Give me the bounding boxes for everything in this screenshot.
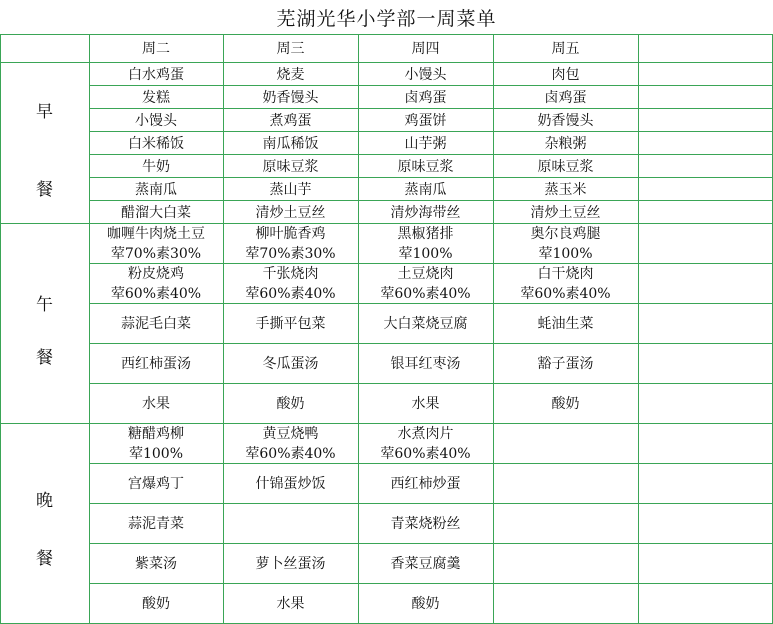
lunch-item: 酸奶 — [276, 396, 305, 412]
breakfast-item: 蒸玉米 — [544, 181, 587, 198]
grid-hline — [89, 177, 773, 178]
grid-hline — [89, 543, 773, 544]
breakfast-item: 发糕 — [142, 89, 170, 106]
dish-name: 糖醋鸡柳 — [128, 426, 184, 442]
breakfast-item: 南瓜稀饭 — [262, 135, 319, 152]
day-header: 周三 — [276, 41, 305, 57]
breakfast-item: 杂粮粥 — [544, 135, 587, 152]
meat-veg-ratio: 荤70%素30% — [245, 246, 336, 262]
breakfast-item: 卤鸡蛋 — [404, 89, 447, 106]
grid-hline — [89, 343, 773, 344]
dish-name: 水煮肉片 — [397, 426, 454, 442]
breakfast-item: 蒸南瓜 — [404, 181, 447, 198]
dinner-item: 香菜豆腐羹 — [390, 556, 461, 572]
dinner-item: 紫菜汤 — [135, 556, 177, 572]
grid-hline — [0, 62, 773, 63]
day-header: 周四 — [411, 41, 440, 57]
page-title: 芜湖光华小学部一周菜单 — [276, 7, 497, 30]
breakfast-item: 烧麦 — [276, 66, 305, 83]
dish-name: 千张烧肉 — [262, 266, 319, 282]
breakfast-item: 奶香馒头 — [537, 112, 594, 129]
dinner-item: 水果 — [276, 596, 305, 612]
lunch-item: 蚝油生菜 — [537, 316, 594, 332]
lunch-item: 银耳红枣汤 — [390, 356, 461, 372]
dinner-item: 宫爆鸡丁 — [128, 476, 184, 492]
breakfast-item: 原味豆浆 — [537, 158, 594, 175]
meat-veg-ratio: 荤100% — [128, 446, 184, 462]
dinner-item: 青菜烧粉丝 — [390, 516, 461, 532]
grid-hline — [89, 503, 773, 504]
breakfast-label: 餐 — [36, 180, 53, 200]
breakfast-item: 小馒头 — [135, 112, 177, 129]
breakfast-item: 小馒头 — [404, 66, 447, 83]
lunch-item: 大白菜烧豆腐 — [383, 316, 468, 332]
lunch-item: 水果 — [411, 396, 440, 412]
breakfast-item: 醋溜大白菜 — [121, 204, 191, 221]
lunch-item: 冬瓜蛋汤 — [262, 356, 319, 372]
breakfast-item: 卤鸡蛋 — [544, 89, 587, 106]
meat-veg-ratio: 荤60%素40% — [380, 286, 471, 302]
breakfast-item: 奶香馒头 — [262, 89, 319, 106]
grid-hline — [89, 154, 773, 155]
meat-veg-ratio: 荤60%素40% — [520, 286, 611, 302]
breakfast-item: 清炒土豆丝 — [255, 204, 326, 221]
grid-hline — [89, 108, 773, 109]
day-header: 周五 — [551, 41, 580, 57]
dish-name: 咖喱牛肉烧土豆 — [107, 226, 205, 242]
dish-name: 柳叶脆香鸡 — [255, 226, 326, 242]
grid-hline — [89, 200, 773, 201]
grid-hline — [89, 583, 773, 584]
breakfast-item: 原味豆浆 — [397, 158, 454, 175]
lunch-item: 手撕平包菜 — [255, 316, 326, 332]
dish-name: 奥尔良鸡腿 — [530, 226, 601, 242]
breakfast-label: 早 — [36, 102, 53, 122]
grid-vline — [0, 34, 1, 623]
lunch-item: 西红柿蛋汤 — [121, 356, 191, 372]
lunch-item: 水果 — [142, 396, 170, 412]
meat-veg-ratio: 荤60%素40% — [110, 286, 202, 302]
breakfast-item: 牛奶 — [142, 158, 170, 175]
dish-name: 土豆烧肉 — [397, 266, 454, 282]
dish-name: 粉皮烧鸡 — [128, 266, 184, 282]
breakfast-item: 山芋粥 — [404, 135, 447, 152]
breakfast-item: 白水鸡蛋 — [128, 66, 184, 83]
grid-hline — [0, 423, 773, 424]
grid-hline — [89, 85, 773, 86]
breakfast-item: 煮鸡蛋 — [269, 112, 312, 129]
breakfast-item: 肉包 — [551, 66, 580, 83]
lunch-item: 蒜泥毛白菜 — [121, 316, 191, 332]
dinner-item: 什锦蛋炒饭 — [255, 476, 326, 492]
dinner-item: 酸奶 — [411, 596, 440, 612]
breakfast-item: 原味豆浆 — [262, 158, 319, 175]
lunch-label: 午 — [36, 295, 53, 315]
grid-hline — [89, 263, 773, 264]
day-header: 周二 — [142, 41, 170, 57]
meat-veg-ratio: 荤100% — [538, 246, 593, 262]
meat-veg-ratio: 荤60%素40% — [245, 446, 336, 462]
dish-name: 黑椒猪排 — [397, 226, 454, 242]
grid-hline — [0, 34, 773, 35]
grid-hline — [0, 223, 773, 224]
lunch-item: 豁子蛋汤 — [537, 356, 594, 372]
meat-veg-ratio: 荤60%素40% — [380, 446, 471, 462]
dinner-item: 西红柿炒蛋 — [390, 476, 461, 492]
dinner-item: 蒜泥青菜 — [128, 516, 184, 532]
grid-hline — [89, 463, 773, 464]
grid-hline — [89, 303, 773, 304]
dish-name: 黄豆烧鸭 — [262, 426, 319, 442]
lunch-label: 餐 — [36, 348, 53, 368]
grid-hline — [89, 383, 773, 384]
lunch-item: 酸奶 — [551, 396, 580, 412]
breakfast-item: 白米稀饭 — [128, 135, 184, 152]
breakfast-item: 清炒土豆丝 — [530, 204, 601, 221]
dinner-item: 萝卜丝蛋汤 — [255, 556, 326, 572]
grid-vline — [638, 34, 639, 623]
dinner-label: 餐 — [36, 549, 53, 569]
breakfast-item: 蒸南瓜 — [135, 181, 177, 198]
dinner-label: 晚 — [36, 491, 53, 511]
breakfast-item: 清炒海带丝 — [390, 204, 461, 221]
meat-veg-ratio: 荤60%素40% — [245, 286, 336, 302]
grid-hline — [89, 131, 773, 132]
dinner-item: 酸奶 — [142, 596, 170, 612]
breakfast-item: 蒸山芋 — [269, 181, 312, 198]
meat-veg-ratio: 荤70%素30% — [110, 246, 202, 262]
dish-name: 白干烧肉 — [537, 266, 594, 282]
breakfast-item: 鸡蛋饼 — [404, 112, 447, 129]
meat-veg-ratio: 荤100% — [398, 246, 453, 262]
